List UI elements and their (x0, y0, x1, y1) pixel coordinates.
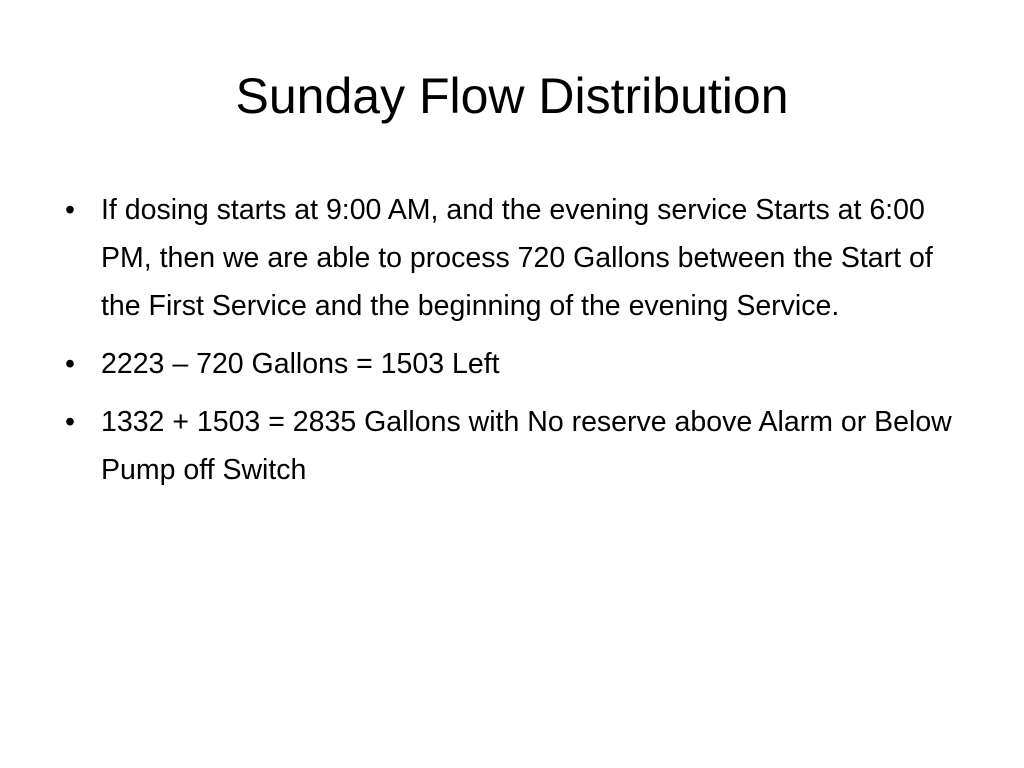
bullet-item-3 (60, 398, 975, 494)
bullet-icon: • (65, 348, 75, 380)
bullet-icon: • (65, 194, 75, 226)
bullet-item-2 (60, 340, 975, 388)
bullet-text: 1332 + 1503 = 2835 Gallons with No reserve above Alarm or Below Pump off Switch (101, 406, 952, 486)
bullet-text: 2223 – 720 Gallons = 1503 Left (101, 348, 500, 380)
bullet-icon: • (65, 406, 75, 438)
slide-title: Sunday Flow Distribution (235, 68, 789, 124)
bullet-text: If dosing starts at 9:00 AM, and the evening service Starts at 6:00 PM, then we are able to process 720 Gallons between the Start of the First Service and the beginning of the evening Service. (101, 194, 933, 322)
bullet-list (60, 186, 975, 504)
bullet-item-1 (60, 186, 975, 330)
